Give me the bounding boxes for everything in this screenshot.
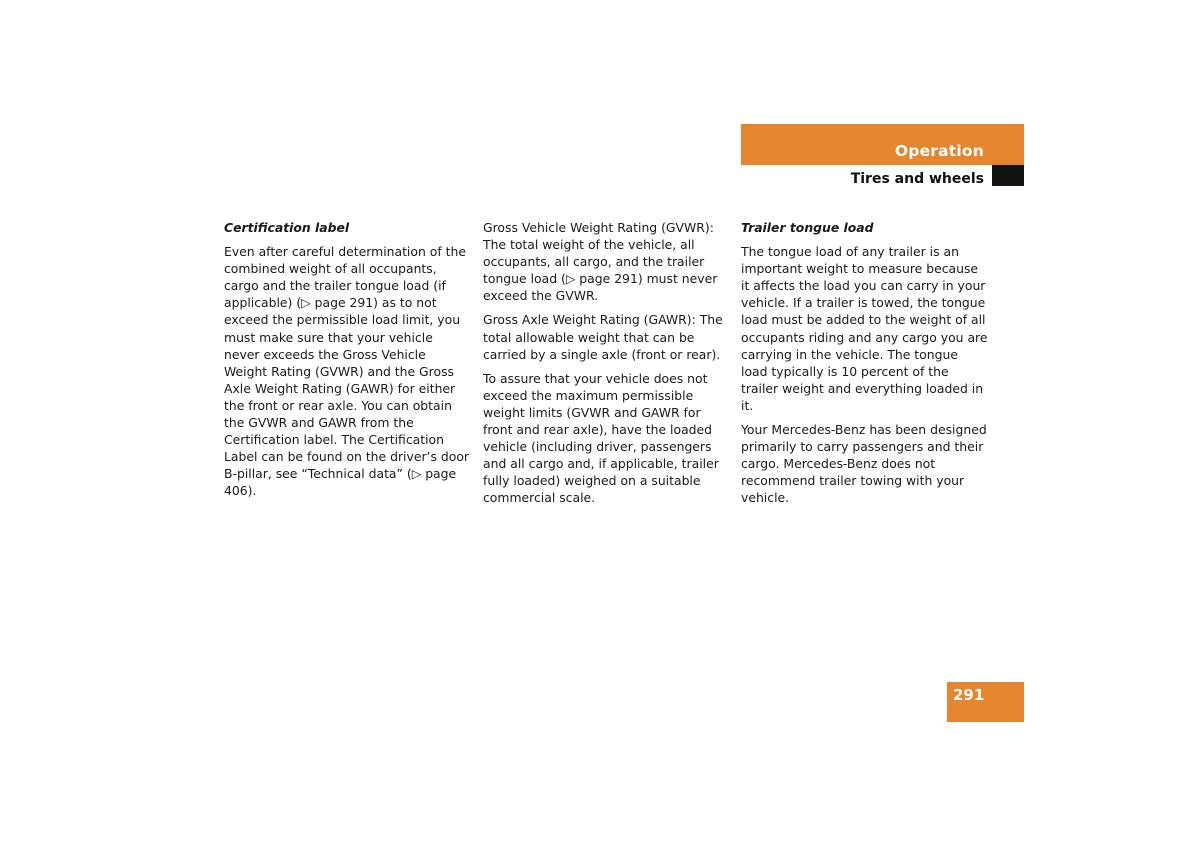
section-marker-block	[992, 165, 1024, 186]
certification-label-paragraph: Even after careful determination of the combined weight of all occupants, cargo and the trailer tongue load (if applicable) (▷ page 291) as to not exceed the permissible load limit, you must make sure that your vehicle never exceeds the Gross Vehicle Weight Rating (GVWR) and the Gross Axle Weight Rating (GAWR) for either the front or rear axle. You can obtain the GVWR and GAWR from the Certification label. The Certification Label can be found on the driver’s door B-pillar, see “Technical data” (▷ page 406).	[224, 244, 469, 499]
towing-recommendation-paragraph: Your Mercedes-Benz has been designed primarily to carry passengers and their cargo. Mercedes-Benz does not recommend trailer towing with your vehicle.	[741, 422, 987, 506]
page-number-box	[947, 682, 1024, 722]
column-certification-label	[224, 219, 471, 507]
section-title: Operation	[894, 142, 984, 160]
weighing-paragraph: To assure that your vehicle does not exceed the maximum permissible weight limits (GVWR and GAWR for front and rear axle), have the loaded vehicle (including driver, passengers and all cargo and, if applicable, trailer fully loaded) weighed on a suitable commercial scale.	[483, 370, 719, 506]
subsection-title: Tires and wheels	[850, 171, 984, 187]
column-trailer-tongue-load	[741, 219, 988, 514]
tongue-load-paragraph: The tongue load of any trailer is an important weight to measure because it affects the load you can carry in your vehicle. If a trailer is towed, the tongue load must be added to the weight of all occupants riding and any cargo you are carrying in the vehicle. The tongue load typically is 10 percent of the trailer weight and everything loaded in it.	[741, 244, 988, 413]
trailer-tongue-load-heading: Trailer tongue load	[741, 220, 874, 235]
page-number: 291	[953, 686, 985, 704]
certification-label-heading: Certification label	[224, 220, 350, 235]
section-header-bar	[741, 124, 1024, 165]
column-weight-ratings	[483, 219, 730, 514]
gawr-paragraph: Gross Axle Weight Rating (GAWR): The total allowable weight that can be carried by a single axle (front or rear).	[483, 312, 723, 362]
gvwr-paragraph: Gross Vehicle Weight Rating (GVWR): The total weight of the vehicle, all occupants, all cargo, and the trailer tongue load (▷ page 291) must never exceed the GVWR.	[483, 220, 718, 304]
subsection-header	[741, 165, 1024, 186]
